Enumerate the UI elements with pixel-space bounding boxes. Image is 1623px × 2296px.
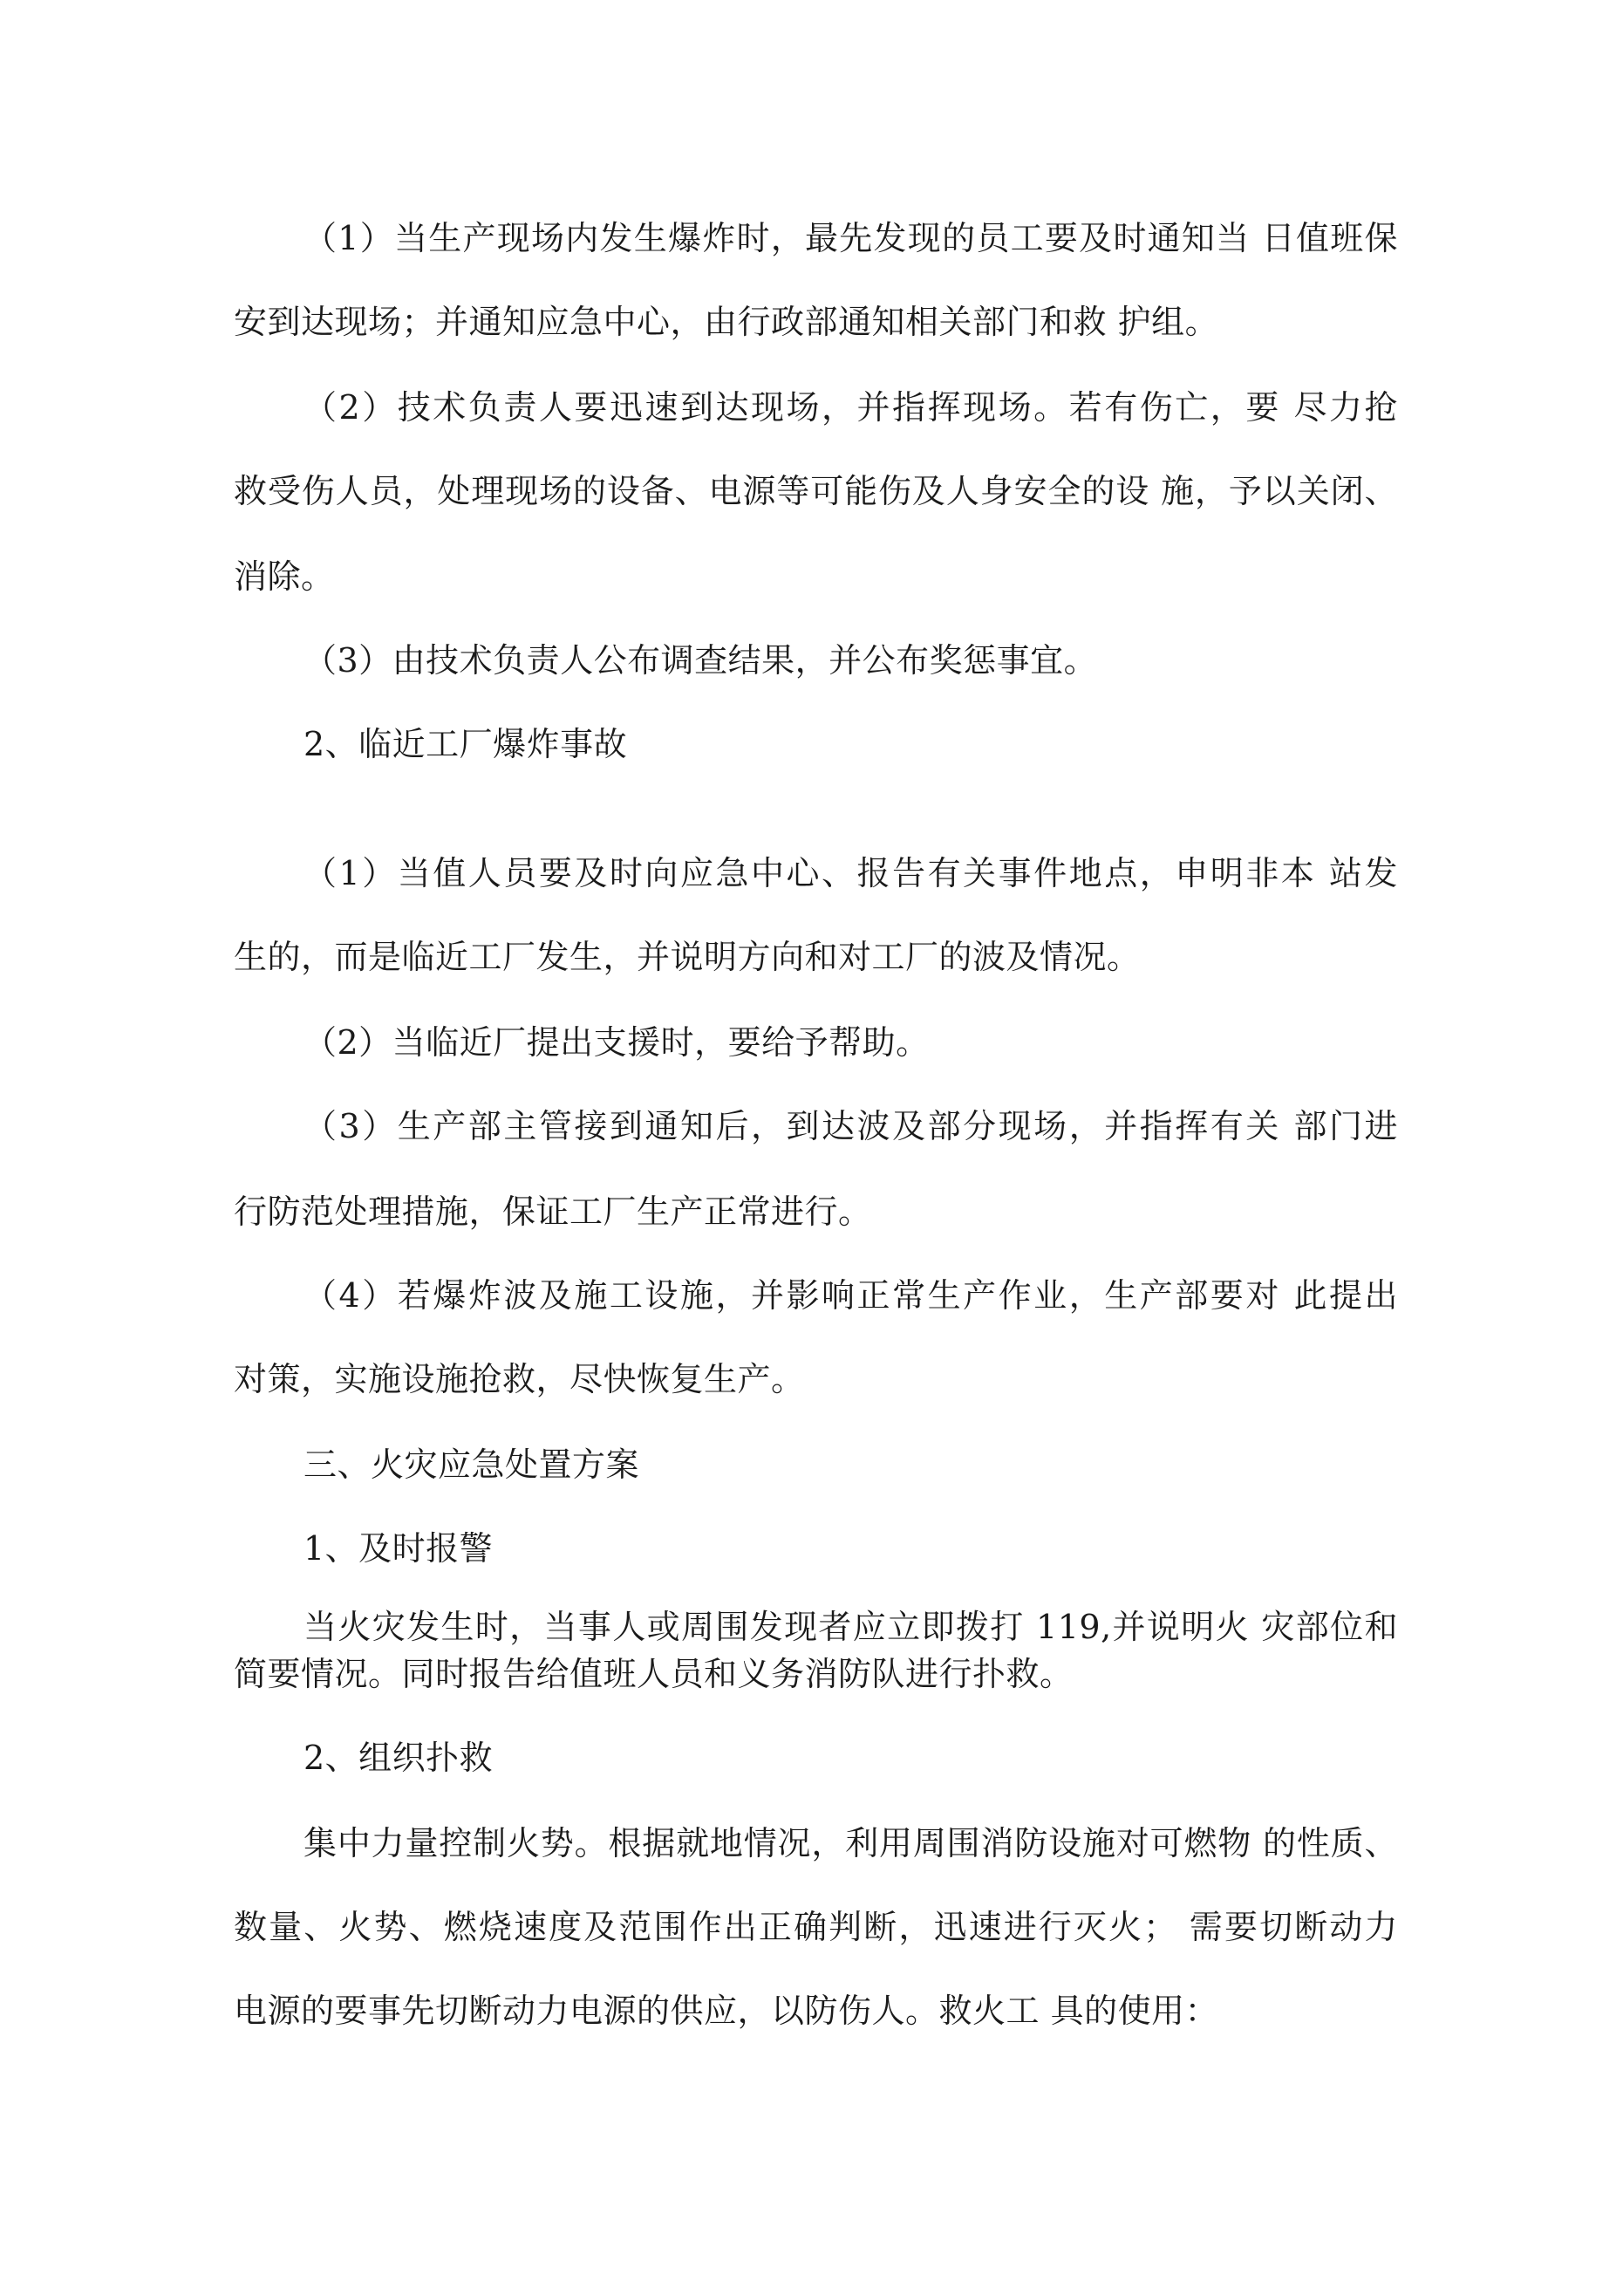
subsection-heading-1: 1、及时报警 xyxy=(303,1529,494,1568)
paragraph-line-4: 救受伤人员，处理现场的设备、电源等可能伤及人身安全的设 施，予以关闭、 xyxy=(234,472,1398,510)
paragraph-line-9: 生的，而是临近工厂发生，并说明方向和对工厂的波及情况。 xyxy=(234,938,1141,976)
paragraph-line-11: （3）生产部主管接到通知后，到达波及部分现场，并指挥有关 部门进 xyxy=(303,1107,1398,1145)
paragraph-line-20: 集中力量控制火势。根据就地情况，利用周围消防设施对可燃物 的性质、 xyxy=(303,1824,1398,1862)
paragraph-line-17: 当火灾发生时，当事人或周围发现者应立即拨打 119,并说明火 灾部位和 xyxy=(303,1608,1398,1646)
paragraph-line-6: （3）由技术负责人公布调查结果，并公布奖惩事宜。 xyxy=(303,641,1098,680)
paragraph-line-18: 简要情况。同时报告给值班人员和义务消防队进行扑救。 xyxy=(234,1655,1074,1693)
paragraph-line-13: （4）若爆炸波及施工设施，并影响正常生产作业，生产部要对 此提出 xyxy=(303,1276,1398,1315)
paragraph-line-8: （1）当值人员要及时向应急中心、报告有关事件地点，申明非本 站发 xyxy=(303,854,1398,892)
paragraph-line-12: 行防范处理措施，保证工厂生产正常进行。 xyxy=(234,1192,872,1231)
paragraph-line-2: 安到达现场；并通知应急中心，由行政部通知相关部门和救 护组。 xyxy=(234,303,1219,341)
paragraph-line-22: 电源的要事先切断动力电源的供应，以防伤人。救火工 具的使用： xyxy=(234,1992,1219,2030)
subsection-heading-2: 2、组织扑救 xyxy=(303,1739,494,1777)
paragraph-line-10: （2）当临近厂提出支援时，要给予帮助。 xyxy=(303,1023,930,1062)
paragraph-line-1: （1）当生产现场内发生爆炸时，最先发现的员工要及时通知当 日值班保 xyxy=(303,219,1398,257)
paragraph-line-21: 数量、火势、燃烧速度及范围作出正确判断，迅速进行灭火； 需要切断动力 xyxy=(234,1908,1398,1946)
paragraph-line-3: （2）技术负责人要迅速到达现场，并指挥现场。若有伤亡，要 尽力抢 xyxy=(303,388,1398,427)
section-heading-3: 三、火灾应急处置方案 xyxy=(303,1445,640,1484)
paragraph-line-14: 对策，实施设施抢救，尽快恢复生产。 xyxy=(234,1360,805,1398)
section-heading-2: 2、临近工厂爆炸事故 xyxy=(303,725,628,763)
paragraph-line-5: 消除。 xyxy=(234,557,335,596)
